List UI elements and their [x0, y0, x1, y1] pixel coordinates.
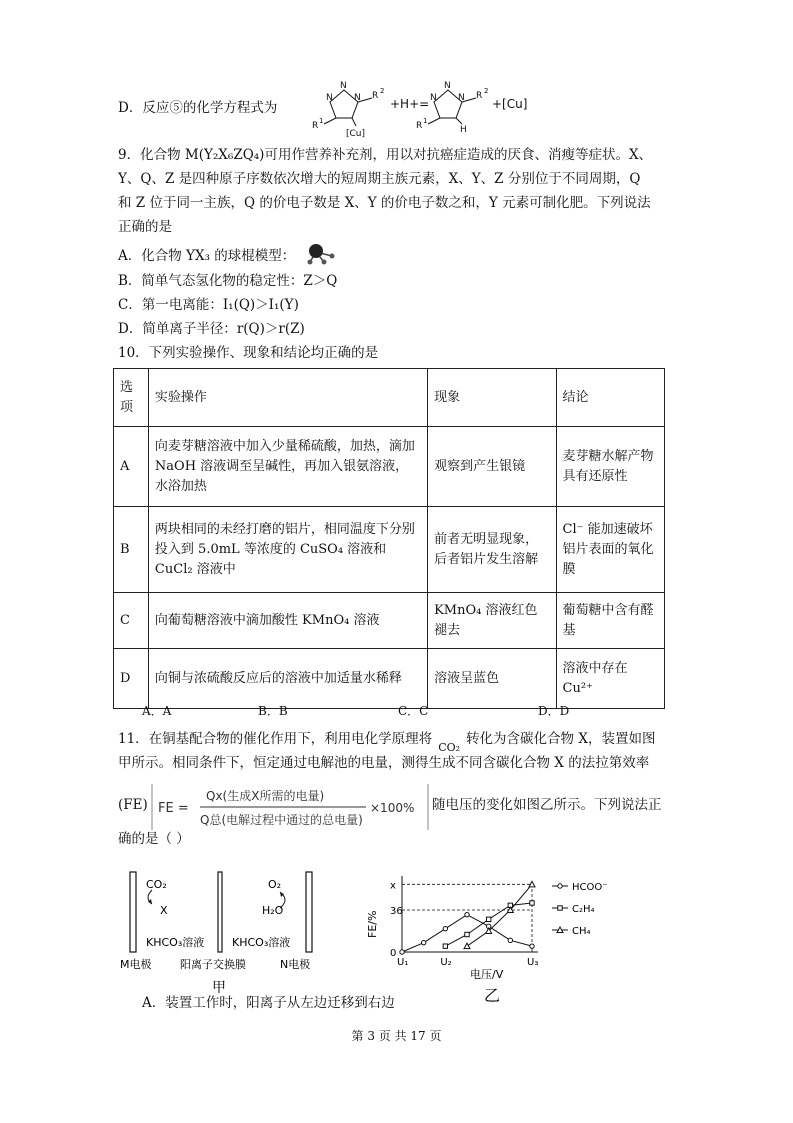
q10-choice-d: D．D	[538, 704, 570, 718]
data-point	[465, 912, 469, 916]
data-point	[421, 940, 425, 944]
header-conclusion: 结论	[556, 369, 664, 427]
table-row	[114, 649, 665, 709]
legend-marker	[558, 906, 562, 910]
q10-choice-c: C．C	[398, 704, 429, 718]
electrolysis-cell-diagram	[120, 868, 330, 1008]
r2-sup: 2	[484, 87, 489, 95]
diagram-caption-jia: 甲	[212, 980, 226, 996]
data-point	[508, 938, 512, 942]
cell-co2: CO₂	[146, 878, 167, 891]
header-option: 选项	[114, 369, 149, 427]
row-option: A	[114, 427, 149, 507]
row-option: B	[114, 507, 149, 593]
data-point	[400, 950, 404, 954]
y-tick-label: 36	[390, 906, 403, 917]
q11-line4: 确的是（ ）	[118, 831, 190, 847]
fe-numerator: Qx(生成X所需的电量)	[206, 789, 325, 803]
cu-label: [Cu]	[346, 129, 366, 138]
q9-line1: 9．化合物 M(Y₂X₆ZQ₄)可用作营养补充剂，用以对抗癌症造成的厌食、消瘦等症状。X、	[118, 147, 653, 163]
r2-label: R	[476, 91, 483, 101]
membrane-label: 阳离子交换膜	[180, 958, 246, 971]
q10-stem: 10．下列实验操作、现象和结论均正确的是	[118, 345, 379, 361]
table-row	[114, 507, 665, 593]
x-tick-label: U₃	[527, 957, 539, 968]
r1-label: R	[416, 121, 423, 131]
series-line	[467, 884, 532, 946]
data-point	[486, 917, 490, 921]
n-atom-label: N	[340, 81, 347, 91]
ball-stick-model-icon	[304, 240, 340, 266]
triazole-reaction-diagram	[300, 68, 530, 138]
row-conclusion: Cl⁻ 能加速破坏铝片表面的氧化膜	[556, 507, 664, 593]
fe-eq-text: FE =	[158, 801, 189, 816]
x-tick-label: U₁	[397, 957, 409, 968]
n-electrode-label: N电极	[280, 958, 311, 971]
row-observation: 前者无明显现象，后者铝片发生溶解	[428, 507, 556, 593]
fe-times100: ×100%	[370, 801, 415, 815]
row-operation: 向葡萄糖溶液中滴加酸性 KMnO₄ 溶液	[148, 593, 427, 649]
data-point	[464, 943, 470, 949]
row-conclusion: 麦芽糖水解产物具有还原性	[556, 427, 664, 507]
n-atom-label: N	[444, 81, 451, 91]
legend-marker	[558, 884, 562, 888]
cell-x: X	[160, 904, 168, 917]
q9-line2: Y、Q、Z 是四种原子序数依次增大的短周期主族元素，X、Y、Z 分别位于不同周期，Q	[118, 171, 641, 187]
row-option: C	[114, 593, 149, 649]
header-operation: 实验操作	[148, 369, 427, 427]
data-point	[530, 944, 534, 948]
r1-sup: 1	[319, 117, 324, 125]
row-operation: 两块相同的未经打磨的铝片，相同温度下分别投入到 5.0mL 等浓度的 CuSO₄ 溶液和 CuCl₂ 溶液中	[148, 507, 427, 593]
fe-formula	[150, 780, 432, 834]
table-row	[114, 427, 665, 507]
chart-caption: 乙	[484, 986, 501, 1005]
q10-choice-a: A．A	[142, 704, 172, 718]
r2-label: R	[372, 91, 379, 101]
row-conclusion: 溶液中存在 Cu²⁺	[556, 649, 664, 709]
q9-option-c: C．第一电离能：I₁(Q)＞I₁(Y)	[118, 297, 299, 313]
q9-line4: 正确的是	[118, 219, 172, 235]
h-label: H	[460, 125, 467, 135]
q8-option-d: D．反应⑤的化学方程式为	[118, 100, 278, 116]
q11-line2: 甲所示。相同条件下，恒定通过电解池的电量，测得生成不同含碳化合物 X 的法拉第效率	[118, 755, 650, 771]
x-axis-label: 电压/V	[470, 968, 504, 981]
r2-sup: 2	[380, 87, 385, 95]
q11-line1: 11．在铜基配合物的催化作用下，利用电化学原理将CO₂转化为含碳化合物 X，装置如图	[118, 728, 655, 751]
y-tick-label: x	[390, 880, 396, 892]
plus-h-text: +H+=	[390, 97, 430, 111]
cell-right-solution: KHCO₃溶液	[232, 936, 291, 949]
row-option: D	[114, 649, 149, 709]
x-tick-label: U₂	[440, 957, 452, 968]
data-point	[443, 926, 447, 930]
data-point	[530, 901, 534, 905]
table-header-row	[114, 369, 665, 427]
page-footer: 第 3 页 共 17 页	[351, 1029, 442, 1043]
legend-label: CH₄	[572, 926, 591, 937]
n-atom-label: N	[326, 93, 333, 103]
n-atom-label: N	[430, 93, 437, 103]
q9-option-d: D．简单离子半径：r(Q)＞r(Z)	[118, 321, 305, 337]
row-observation: KMnO₄ 溶液红色褪去	[428, 593, 556, 649]
row-operation: 向麦芽糖溶液中加入少量稀硫酸，加热，滴加 NaOH 溶液调至呈碱性，再加入银氨溶液，水浴加热	[148, 427, 427, 507]
n-atom-label: N	[458, 93, 465, 103]
fe-chart	[362, 868, 632, 1008]
q11-option-a: A．装置工作时，阳离子从左边迁移到右边	[142, 995, 395, 1011]
row-conclusion: 葡萄糖中含有醛基	[556, 593, 664, 649]
data-point	[465, 932, 469, 936]
q9-option-a: A．化合物 YX₃ 的球棍模型：	[118, 248, 296, 264]
row-operation: 向铜与浓硫酸反应后的溶液中加适量水稀释	[148, 649, 427, 709]
fe-label: (FE)	[118, 797, 148, 813]
data-point	[443, 944, 447, 948]
row-observation: 观察到产生银镜	[428, 427, 556, 507]
q9-line3: 和 Z 位于同一主族，Q 的价电子数是 X、Y 的价电子数之和，Y 元素可制化肥。下列说法	[118, 195, 651, 211]
legend-label: C₂H₄	[572, 904, 595, 915]
plus-cu-text: +[Cu]	[492, 97, 528, 111]
n-atom-label: N	[354, 93, 361, 103]
cell-h2o: H₂O	[262, 904, 284, 917]
row-observation: 溶液呈蓝色	[428, 649, 556, 709]
legend-label: HCOO⁻	[572, 882, 608, 893]
m-electrode-label: M电极	[120, 958, 152, 971]
cell-o2: O₂	[268, 878, 282, 891]
y-tick-label: 0	[390, 948, 397, 959]
r1-sup: 1	[423, 117, 428, 125]
fe-denominator: Q总(电解过程中通过的总电量)	[200, 813, 363, 827]
q9-option-b: B．简单气态氢化物的稳定性：Z＞Q	[118, 273, 338, 289]
experiment-table	[113, 368, 665, 709]
table-row	[114, 593, 665, 649]
q10-choice-b: B．B	[258, 704, 288, 718]
r1-label: R	[312, 121, 319, 131]
cell-left-solution: KHCO₃溶液	[146, 936, 205, 949]
co2-formula: CO₂	[438, 741, 461, 754]
y-axis-label: FE/%	[366, 910, 379, 938]
header-observation: 现象	[428, 369, 556, 427]
q11-line3: 随电压的变化如图乙所示。下列说法正	[432, 797, 662, 813]
